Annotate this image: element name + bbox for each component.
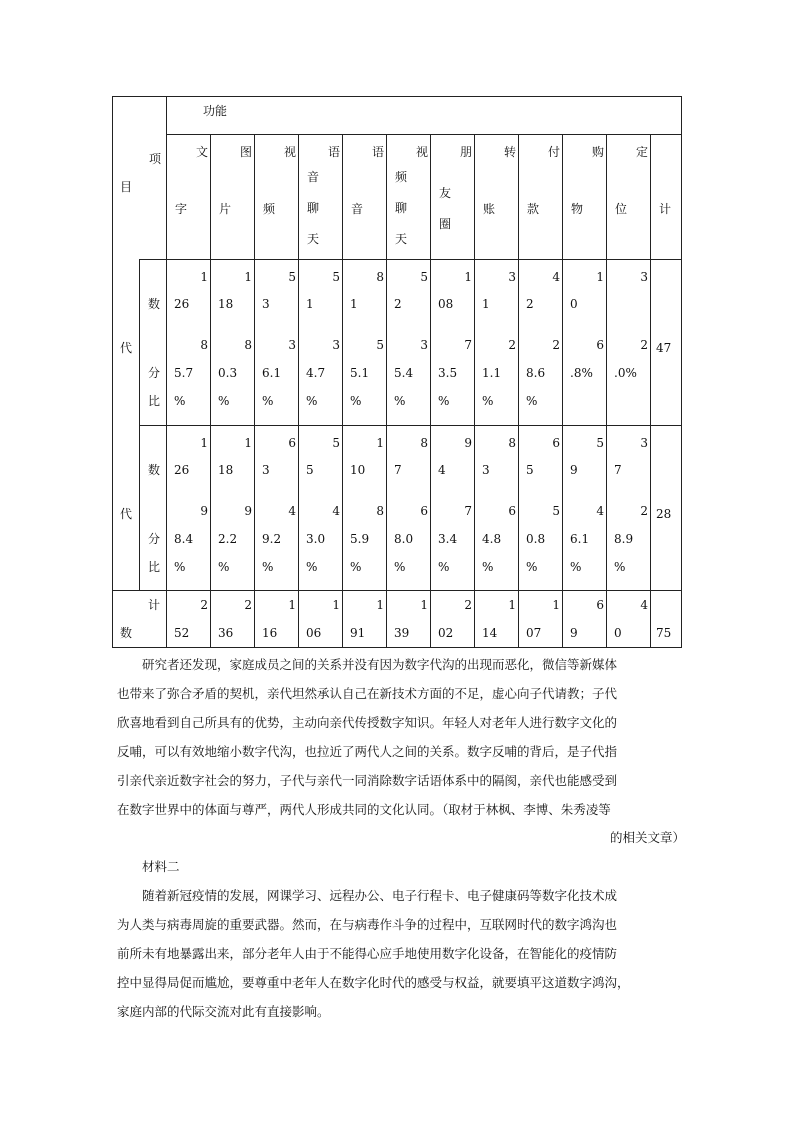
- percent-value: 9.2: [262, 532, 282, 546]
- percent-value: 8.6: [526, 366, 546, 380]
- table-rule: [112, 96, 113, 647]
- count-value: 5: [526, 463, 534, 477]
- percent-digit: 4: [332, 504, 340, 518]
- total-value: 02: [438, 626, 454, 640]
- table-rule: [386, 134, 387, 647]
- percent-value: 3.5: [438, 366, 458, 380]
- header-fragment-line: 圈: [439, 217, 452, 231]
- count-digit: 5: [332, 436, 340, 450]
- percent-value: 5.9: [350, 532, 370, 546]
- table-rule: [681, 96, 682, 648]
- count-digit: 1: [200, 270, 208, 284]
- header-fragment-top: 转: [503, 145, 516, 159]
- percent-digit: 6: [420, 504, 428, 518]
- percent-digit: 2: [508, 338, 516, 352]
- header-fragment-line: 聊: [307, 201, 320, 215]
- table-rule: [562, 134, 563, 647]
- percent-value: 8.4: [174, 532, 194, 546]
- header-fragment-top: 定: [635, 145, 648, 159]
- count-digit: 3: [640, 436, 648, 450]
- count-value: 26: [174, 463, 190, 477]
- count-value: 10: [350, 463, 366, 477]
- header-fragment-line: 字: [175, 202, 188, 216]
- count-value: 26: [174, 297, 190, 311]
- count-value: 08: [438, 297, 454, 311]
- percent-digit: 6: [596, 338, 604, 352]
- count-value: 9: [570, 463, 578, 477]
- count-digit: 3: [508, 270, 516, 284]
- percent-digit: 3: [332, 338, 340, 352]
- percent-value: .0%: [614, 366, 637, 380]
- header-fragment-line: 频: [395, 170, 408, 184]
- percent-sign: %: [350, 560, 362, 574]
- count-value: 18: [218, 463, 234, 477]
- percent-value: 8.9: [614, 532, 634, 546]
- count-digit: 3: [640, 270, 648, 284]
- percent-value: 3.0: [306, 532, 326, 546]
- header-fragment-line: 友: [439, 186, 452, 200]
- count-value: 1: [482, 297, 490, 311]
- percent-value: 3.4: [438, 532, 458, 546]
- percent-value: 4.8: [482, 532, 502, 546]
- text-line: 前所未有地暴露出来，部分老年人由于不能得心应手地使用数字化设备，在智能化的疫情防: [117, 946, 618, 961]
- header-fragment-top: 朋: [459, 145, 472, 159]
- header-fragment-line: 位: [615, 202, 628, 216]
- percent-sign: %: [438, 394, 450, 408]
- header-fragment-line: 片: [219, 202, 232, 216]
- header-fragment-top: 语: [327, 145, 340, 159]
- percent-sign: %: [174, 560, 186, 574]
- count-value: 7: [394, 463, 402, 477]
- header-item-label: 项: [149, 152, 162, 166]
- total-digit: 1: [376, 598, 384, 612]
- table-rule: [166, 96, 167, 647]
- table-rule: [166, 134, 681, 135]
- count-digit: 4: [552, 270, 560, 284]
- total-digit: 4: [640, 598, 648, 612]
- count-value: 2: [526, 297, 534, 311]
- text-line: 在数字世界中的体面与尊严，两代人形成共同的文化认同。（取材于林枫、李博、朱秀凌等: [117, 802, 611, 817]
- header-fragment-line: 物: [571, 202, 584, 216]
- material-2-heading: 材料二: [142, 859, 180, 874]
- count-digit: 5: [332, 270, 340, 284]
- percent-sign: %: [218, 394, 230, 408]
- percent-value: 0.3: [218, 366, 238, 380]
- header-fragment-top: 视: [283, 145, 296, 159]
- percent-digit: 2: [640, 338, 648, 352]
- count-digit: 5: [420, 270, 428, 284]
- row-percent-label: 比: [148, 560, 161, 574]
- percent-sign: %: [570, 560, 582, 574]
- table-rule: [139, 425, 681, 426]
- count-value: 0: [570, 297, 578, 311]
- total-value: 39: [394, 626, 410, 640]
- count-digit: 9: [464, 436, 472, 450]
- table-rule: [430, 134, 431, 647]
- text-line: 研究者还发现，家庭成员之间的关系并没有因为数字代沟的出现而恶化，微信等新媒体: [142, 657, 618, 672]
- count-value: 7: [614, 463, 622, 477]
- row-group-label: 代: [120, 341, 133, 355]
- grand-total: 75: [656, 626, 672, 640]
- count-digit: 6: [552, 436, 560, 450]
- text-line: 控中显得局促而尴尬，要尊重中老年人在数字化时代的感受与权益，就要填平这道数字鸿沟，: [117, 975, 630, 990]
- total-digit: 1: [332, 598, 340, 612]
- total-value: 9: [570, 626, 578, 640]
- total-value: 07: [526, 626, 542, 640]
- percent-digit: 9: [244, 504, 252, 518]
- percent-value: 0.8: [526, 532, 546, 546]
- percent-sign: %: [218, 560, 230, 574]
- count-value: 1: [306, 297, 314, 311]
- count-value: 3: [482, 463, 490, 477]
- header-target-label: 目: [120, 180, 133, 194]
- count-digit: 1: [464, 270, 472, 284]
- header-fragment-line: 天: [395, 232, 408, 246]
- table-rule: [254, 134, 255, 647]
- header-fragment-line: 音: [351, 202, 364, 216]
- total-value: 36: [218, 626, 234, 640]
- row-percent-label: 比: [148, 394, 161, 408]
- percent-sign: %: [614, 560, 626, 574]
- header-fragment-top: 付: [547, 145, 560, 159]
- header-fragment-line: 频: [263, 202, 276, 216]
- percent-digit: 7: [464, 338, 472, 352]
- percent-digit: 8: [200, 338, 208, 352]
- count-value: 2: [394, 297, 402, 311]
- percent-digit: 4: [596, 504, 604, 518]
- count-value: 4: [438, 463, 446, 477]
- table-rule: [298, 134, 299, 647]
- count-value: 3: [262, 297, 270, 311]
- text-line: 引亲代亲近数字社会的努力，子代与亲代一同消除数字话语体系中的隔阂，亲代也能感受到: [117, 773, 618, 788]
- text-line: 家庭内部的代际交流对此有直接影响。: [117, 1004, 330, 1019]
- percent-digit: 7: [464, 504, 472, 518]
- total-value: 91: [350, 626, 366, 640]
- table-rule: [606, 134, 607, 647]
- percent-sign: %: [350, 394, 362, 408]
- table-rule: [139, 259, 681, 260]
- percent-value: 5.4: [394, 366, 414, 380]
- text-line: 也带来了弥合矛盾的契机，亲代坦然承认自己在新技术方面的不足，虚心向子代请教；子代: [117, 686, 618, 701]
- header-fragment-line: 款: [527, 202, 540, 216]
- header-fragment-line: 音: [307, 170, 320, 184]
- percent-sign: %: [394, 560, 406, 574]
- total-digit: 2: [200, 598, 208, 612]
- row-total: 28: [656, 507, 672, 521]
- header-fragment-top: 图: [239, 145, 252, 159]
- header-fragment-line: 账: [483, 202, 496, 216]
- percent-digit: 8: [376, 504, 384, 518]
- percent-digit: 8: [244, 338, 252, 352]
- text-line: 反哺，可以有效地缩小数字代沟，也拉近了两代人之间的关系。数字反哺的背后，是子代指: [117, 744, 618, 759]
- percent-digit: 3: [420, 338, 428, 352]
- header-fragment-line: 天: [307, 232, 320, 246]
- percent-sign: %: [482, 394, 494, 408]
- table-rule: [112, 96, 682, 97]
- count-value: 18: [218, 297, 234, 311]
- header-fragment-top: 文: [195, 145, 208, 159]
- total-digit: 2: [464, 598, 472, 612]
- percent-sign: %: [526, 560, 538, 574]
- percent-value: 1.1: [482, 366, 502, 380]
- percent-sign: %: [482, 560, 494, 574]
- percent-sign: %: [306, 560, 318, 574]
- percent-sign: %: [438, 560, 450, 574]
- table-rule: [112, 590, 681, 591]
- percent-value: 6.1: [570, 532, 590, 546]
- total-digit: 2: [244, 598, 252, 612]
- total-row-label: 计: [148, 598, 161, 612]
- total-row-label: 数: [120, 626, 133, 640]
- percent-sign: %: [262, 394, 274, 408]
- percent-digit: 5: [376, 338, 384, 352]
- percent-sign: %: [526, 394, 538, 408]
- text-line: 随着新冠疫情的发展，网课学习、远程办公、电子行程卡、电子健康码等数字化技术成: [142, 888, 618, 903]
- total-digit: 1: [288, 598, 296, 612]
- percent-value: 6.1: [262, 366, 282, 380]
- header-fragment-top: 购: [591, 145, 604, 159]
- total-value: 06: [306, 626, 322, 640]
- count-value: 5: [306, 463, 314, 477]
- row-group-label: 代: [120, 507, 133, 521]
- percent-value: 8.0: [394, 532, 414, 546]
- total-digit: 1: [420, 598, 428, 612]
- row-percent-label: 分: [148, 532, 161, 546]
- table-rule: [650, 134, 651, 647]
- row-total: 47: [656, 341, 672, 355]
- total-value: 52: [174, 626, 190, 640]
- percent-value: 5.1: [350, 366, 370, 380]
- header-fragment-line: 计: [659, 202, 672, 216]
- percent-value: 5.7: [174, 366, 194, 380]
- total-digit: 1: [552, 598, 560, 612]
- row-percent-label: 分: [148, 366, 161, 380]
- header-functions-label: 功能: [203, 104, 228, 118]
- header-fragment-top: 语: [371, 145, 384, 159]
- source-note: 的相关文章）: [609, 830, 685, 845]
- percent-sign: %: [306, 394, 318, 408]
- count-digit: 8: [376, 270, 384, 284]
- row-count-label: 数: [148, 463, 161, 477]
- percent-digit: 6: [508, 504, 516, 518]
- total-value: 14: [482, 626, 498, 640]
- percent-digit: 5: [552, 504, 560, 518]
- table-rule: [112, 647, 682, 648]
- header-fragment-line: 聊: [395, 201, 408, 215]
- count-digit: 1: [244, 270, 252, 284]
- count-digit: 8: [420, 436, 428, 450]
- count-digit: 6: [288, 436, 296, 450]
- header-fragment-top: 视: [415, 145, 428, 159]
- count-value: 1: [350, 297, 358, 311]
- percent-digit: 2: [640, 504, 648, 518]
- row-count-label: 数: [148, 297, 161, 311]
- percent-sign: %: [174, 394, 186, 408]
- percent-value: 4.7: [306, 366, 326, 380]
- count-digit: 5: [596, 436, 604, 450]
- count-value: 3: [262, 463, 270, 477]
- percent-sign: %: [262, 560, 274, 574]
- percent-value: .8%: [570, 366, 593, 380]
- count-digit: 1: [376, 436, 384, 450]
- percent-digit: 9: [200, 504, 208, 518]
- count-digit: 5: [288, 270, 296, 284]
- total-value: 16: [262, 626, 278, 640]
- count-digit: 1: [200, 436, 208, 450]
- count-digit: 8: [508, 436, 516, 450]
- text-line: 欣喜地看到自己所具有的优势，主动向亲代传授数字知识。年轻人对老年人进行数字文化的: [117, 715, 618, 730]
- table-rule: [342, 134, 343, 647]
- total-digit: 1: [508, 598, 516, 612]
- table-rule: [474, 134, 475, 647]
- percent-digit: 3: [288, 338, 296, 352]
- count-digit: 1: [244, 436, 252, 450]
- total-value: 0: [614, 626, 622, 640]
- percent-digit: 4: [288, 504, 296, 518]
- percent-digit: 2: [552, 338, 560, 352]
- percent-sign: %: [394, 394, 406, 408]
- total-digit: 6: [596, 598, 604, 612]
- table-rule: [210, 134, 211, 647]
- table-rule: [518, 134, 519, 647]
- count-digit: 1: [596, 270, 604, 284]
- text-line: 为人类与病毒周旋的重要武器。然而，在与病毒作斗争的过程中，互联网时代的数字鸿沟也: [117, 917, 618, 932]
- percent-value: 2.2: [218, 532, 238, 546]
